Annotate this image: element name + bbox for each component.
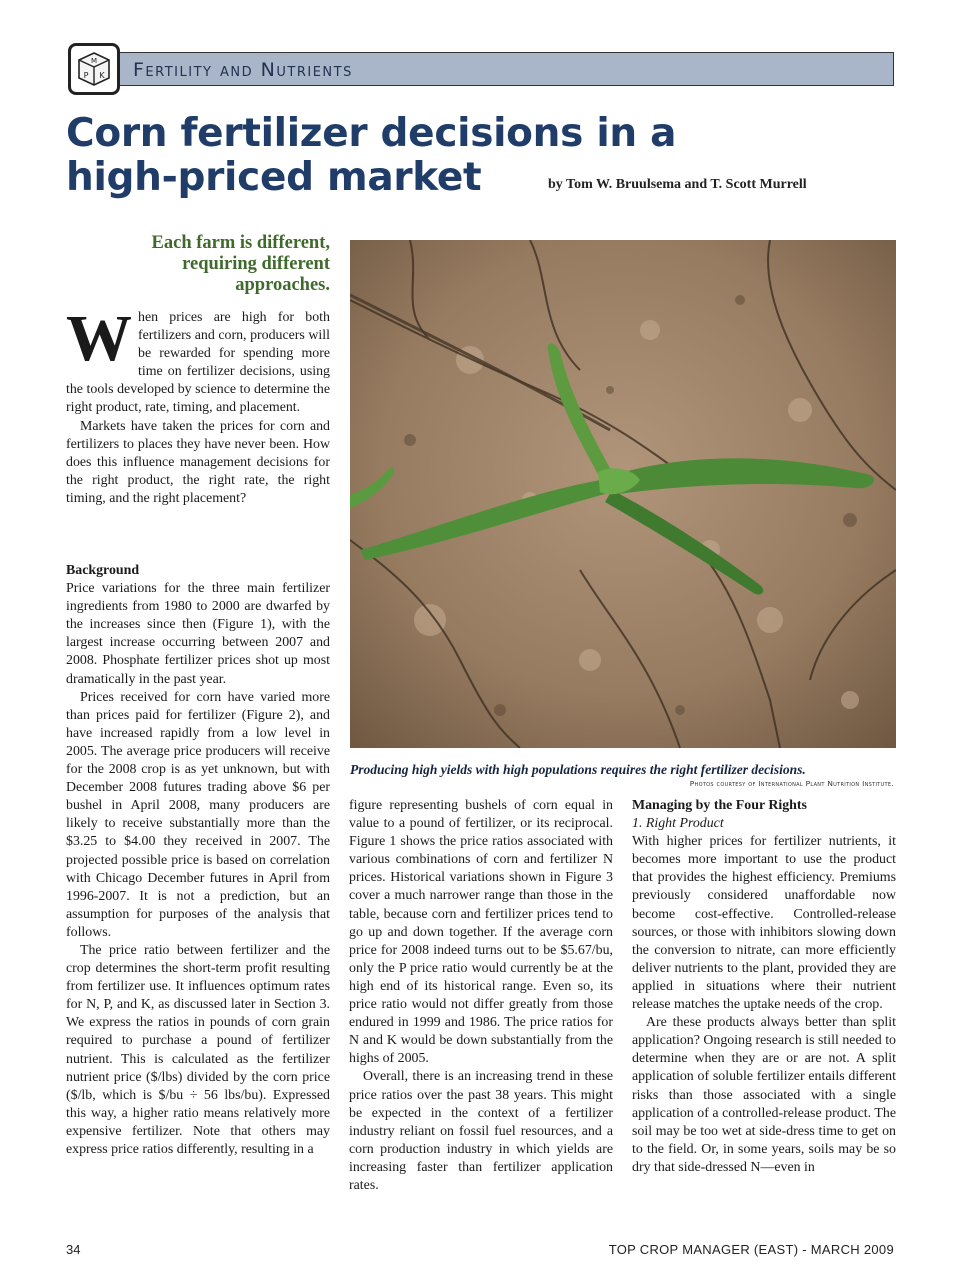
intro-paragraph-2: Markets have taken the prices for corn and fertilizers to places they have never been. How does this influence management decisions for the right product, the right rate, the right timing, and the right placement? (66, 418, 330, 506)
svg-text:P: P (83, 71, 89, 80)
column-3-text (632, 797, 896, 1177)
article-byline: by Tom W. Bruulsema and T. Scott Murrell (548, 177, 807, 192)
article-headline: Corn fertilizer decisions in a high-priced market (66, 111, 677, 200)
svg-text:M: M (90, 57, 98, 65)
section-title: Fertility and Nutrients (133, 59, 353, 81)
intro-paragraph-1 (66, 302, 330, 418)
right-product-heading: 1. Right Product (632, 816, 724, 832)
column-2-paragraph-1: figure representing bushels of corn equal in value to a pound of fertilizer, or its reciprocal. Figure 1 shows the price ratios associated with various combinations of corn and fertilizer N prices. Historical variations shown in Figure 3 cover a much narrower range than those in the table, because corn and fertilizer prices tend to go up and down together. If the average corn price for 2008 indeed turns out to be $5.67/bu, only the P price ratio would currently be at the high end of its historical range. Even so, its price ratio would not differ greatly from those endured in 1999 and 1986. The price ratios for N and K would be down substantially from the highs of 2005. (349, 798, 613, 1067)
intro-paragraph-1-text: hen prices are high for both fertilizers and corn, producers will be rewarded for spending more time on fertilizer decisions, using the tools developed by science to determine the right product, rate, timing, and placement. (66, 310, 330, 416)
article-deck: Each farm is different, requiring different approaches. (151, 233, 330, 295)
background-section (66, 562, 330, 1159)
column-2-paragraph-2: Overall, there is an increasing trend in these price ratios over the past 38 years. This might be expected in the context of a fertilizer industry reliant on fossil fuel resources, and a corn production industry in which yields are increasing faster than fertilizer application rates. (349, 1069, 613, 1193)
four-rights-heading: Managing by the Four Rights (632, 798, 807, 813)
column-3-paragraph-2: Are these products always better than split application? Ongoing research is still needed to determine when they are or are not. A split application of soluble fertilizer entails different risks than those associated with a single application of a controlled-release product. The soil may be too wet at side-dress time to get on to the field. Or, in some years, soils may be so dry that side-dressed N—even in (632, 1015, 896, 1175)
background-paragraph-2: Prices received for corn have varied more than prices paid for fertilizer (Figure 2), and have increased rapidly from a low level in 2005. The average price producers will receive for the 2008 crop is as yet unknown, but with December 2008 futures trading above $6 per bushel in April 2008, many producers are likely to receive substantially more than the $3.25 to $4.00 they received in 2007. The projected possible price is based on correlation with Chicago December futures in April from 1996-2007. It is not a prediction, but an assumption for purposes of the analysis that follows. (66, 689, 330, 940)
page-number: 34 (66, 1242, 81, 1257)
svg-text:K: K (99, 71, 105, 80)
publication-footer: TOP CROP MANAGER (EAST) - MARCH 2009 (608, 1242, 894, 1257)
intro-text (66, 302, 330, 508)
corn-seedling-photo (350, 240, 896, 748)
column-2-text (349, 797, 613, 1195)
section-title-bar (112, 52, 894, 86)
background-heading: Background (66, 563, 140, 578)
photo-credit: Photos courtesy of International Plant Nutrition Institute. (689, 779, 894, 788)
photo-caption: Producing high yields with high populations requires the right fertilizer decisions. (350, 762, 806, 777)
section-header (68, 52, 894, 86)
background-paragraph-3: The price ratio between fertilizer and the crop determines the short-term profit resulting from fertilizer use. It influences optimum rates for N, P, and K, as discussed later in Section 3. We express the ratios in pounds of corn grain required to purchase a pound of fertilizer nutrient. This is calculated as the fertilizer nutrient price ($/lbs) divided by the corn price ($/lb, which is $/bu ÷ 56 lbs/bu). Expressed this way, a higher ratio means relatively more expensive fertilizer. Note that others may express price ratios differently, resulting in a (66, 942, 330, 1157)
column-3-paragraph-1: With higher prices for fertilizer nutrients, it becomes more important to use the product that provides the highest efficiency. Premiums previously considered unaffordable now become cost-effective. Controlled-release sources, or those with inhibitors slowing down the conversion to nitrate, can more efficiently deliver nutrients to the plant, provided they are applied in situations where their nutrient release matches the uptake needs of the crop. (632, 834, 896, 1013)
background-paragraph-1: Price variations for the three main fertilizer ingredients from 1980 to 2000 are dwarfed by the increases since then (Figure 1), with the largest increase occurring between 2007 and 2008. Phosphate fertilizer prices shot up most dramatically in the past year. (66, 581, 330, 687)
magazine-logo-icon (68, 43, 120, 95)
dropcap: W (66, 302, 132, 375)
